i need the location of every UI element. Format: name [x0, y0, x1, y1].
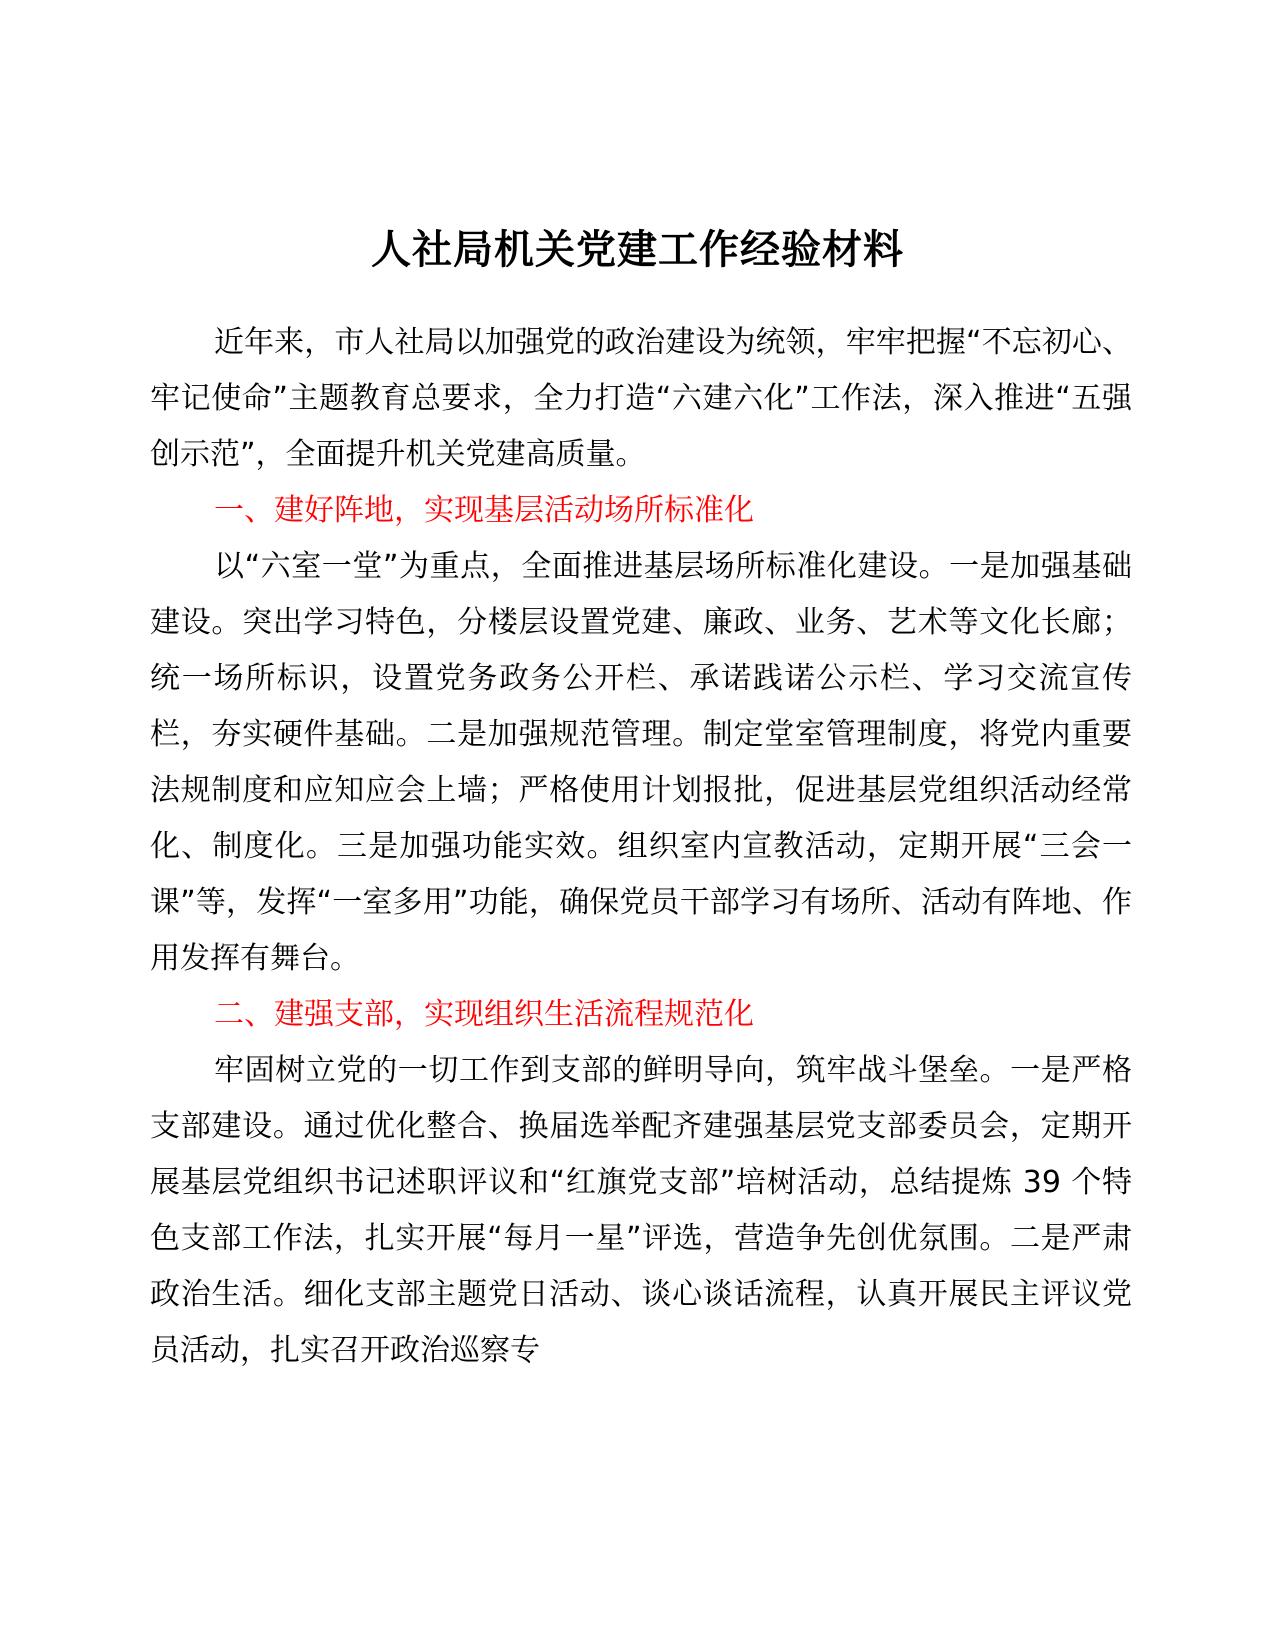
section-heading-1: 一、建好阵地，实现基层活动场所标准化 — [214, 493, 754, 528]
document-title: 人社局机关党建工作经验材料 — [371, 227, 904, 273]
section-heading-2: 二、建强支部，实现组织生活流程规范化 — [214, 997, 754, 1032]
document-body — [150, 315, 1132, 1379]
intro-paragraph: 近年来，市人社局以加强党的政治建设为统领，牢牢把握“不忘初心、牢记使命”主题教育总要求，全力打造“六建六化”工作法，深入推进“五强创示范”，全面提升机关党建高质量。 — [150, 325, 1132, 472]
section-body-1: 以“六室一堂”为重点，全面推进基层场所标准化建设。一是加强基础建设。突出学习特色，分楼层设置党建、廉政、业务、艺术等文化长廊；统一场所标识，设置党务政务公开栏、承诺践诺公示栏、学习交流宣传栏，夯实硬件基础。二是加强规范管理。制定堂室管理制度，将党内重要法规制度和应知应会上墙；严格使用计划报批，促进基层党组织活动经常化、制度化。三是加强功能实效。组织室内宣教活动，定期开展“三会一课”等，发挥“一室多用”功能，确保党员干部学习有场所、活动有阵地、作用发挥有舞台。 — [150, 549, 1133, 976]
section-body-2: 牢固树立党的一切工作到支部的鲜明导向，筑牢战斗堡垒。一是严格支部建设。通过优化整合、换届选举配齐建强基层党支部委员会，定期开展基层党组织书记述职评议和“红旗党支部”培树活动，总结提炼 39 个特色支部工作法，扎实开展“每月一星”评选，营造争先创优氛围。二是严肃政治生活。细化支部主题党日活动、谈心谈话流程，认真开展民主评议党员活动，扎实召开政治巡察专 — [150, 1053, 1132, 1368]
